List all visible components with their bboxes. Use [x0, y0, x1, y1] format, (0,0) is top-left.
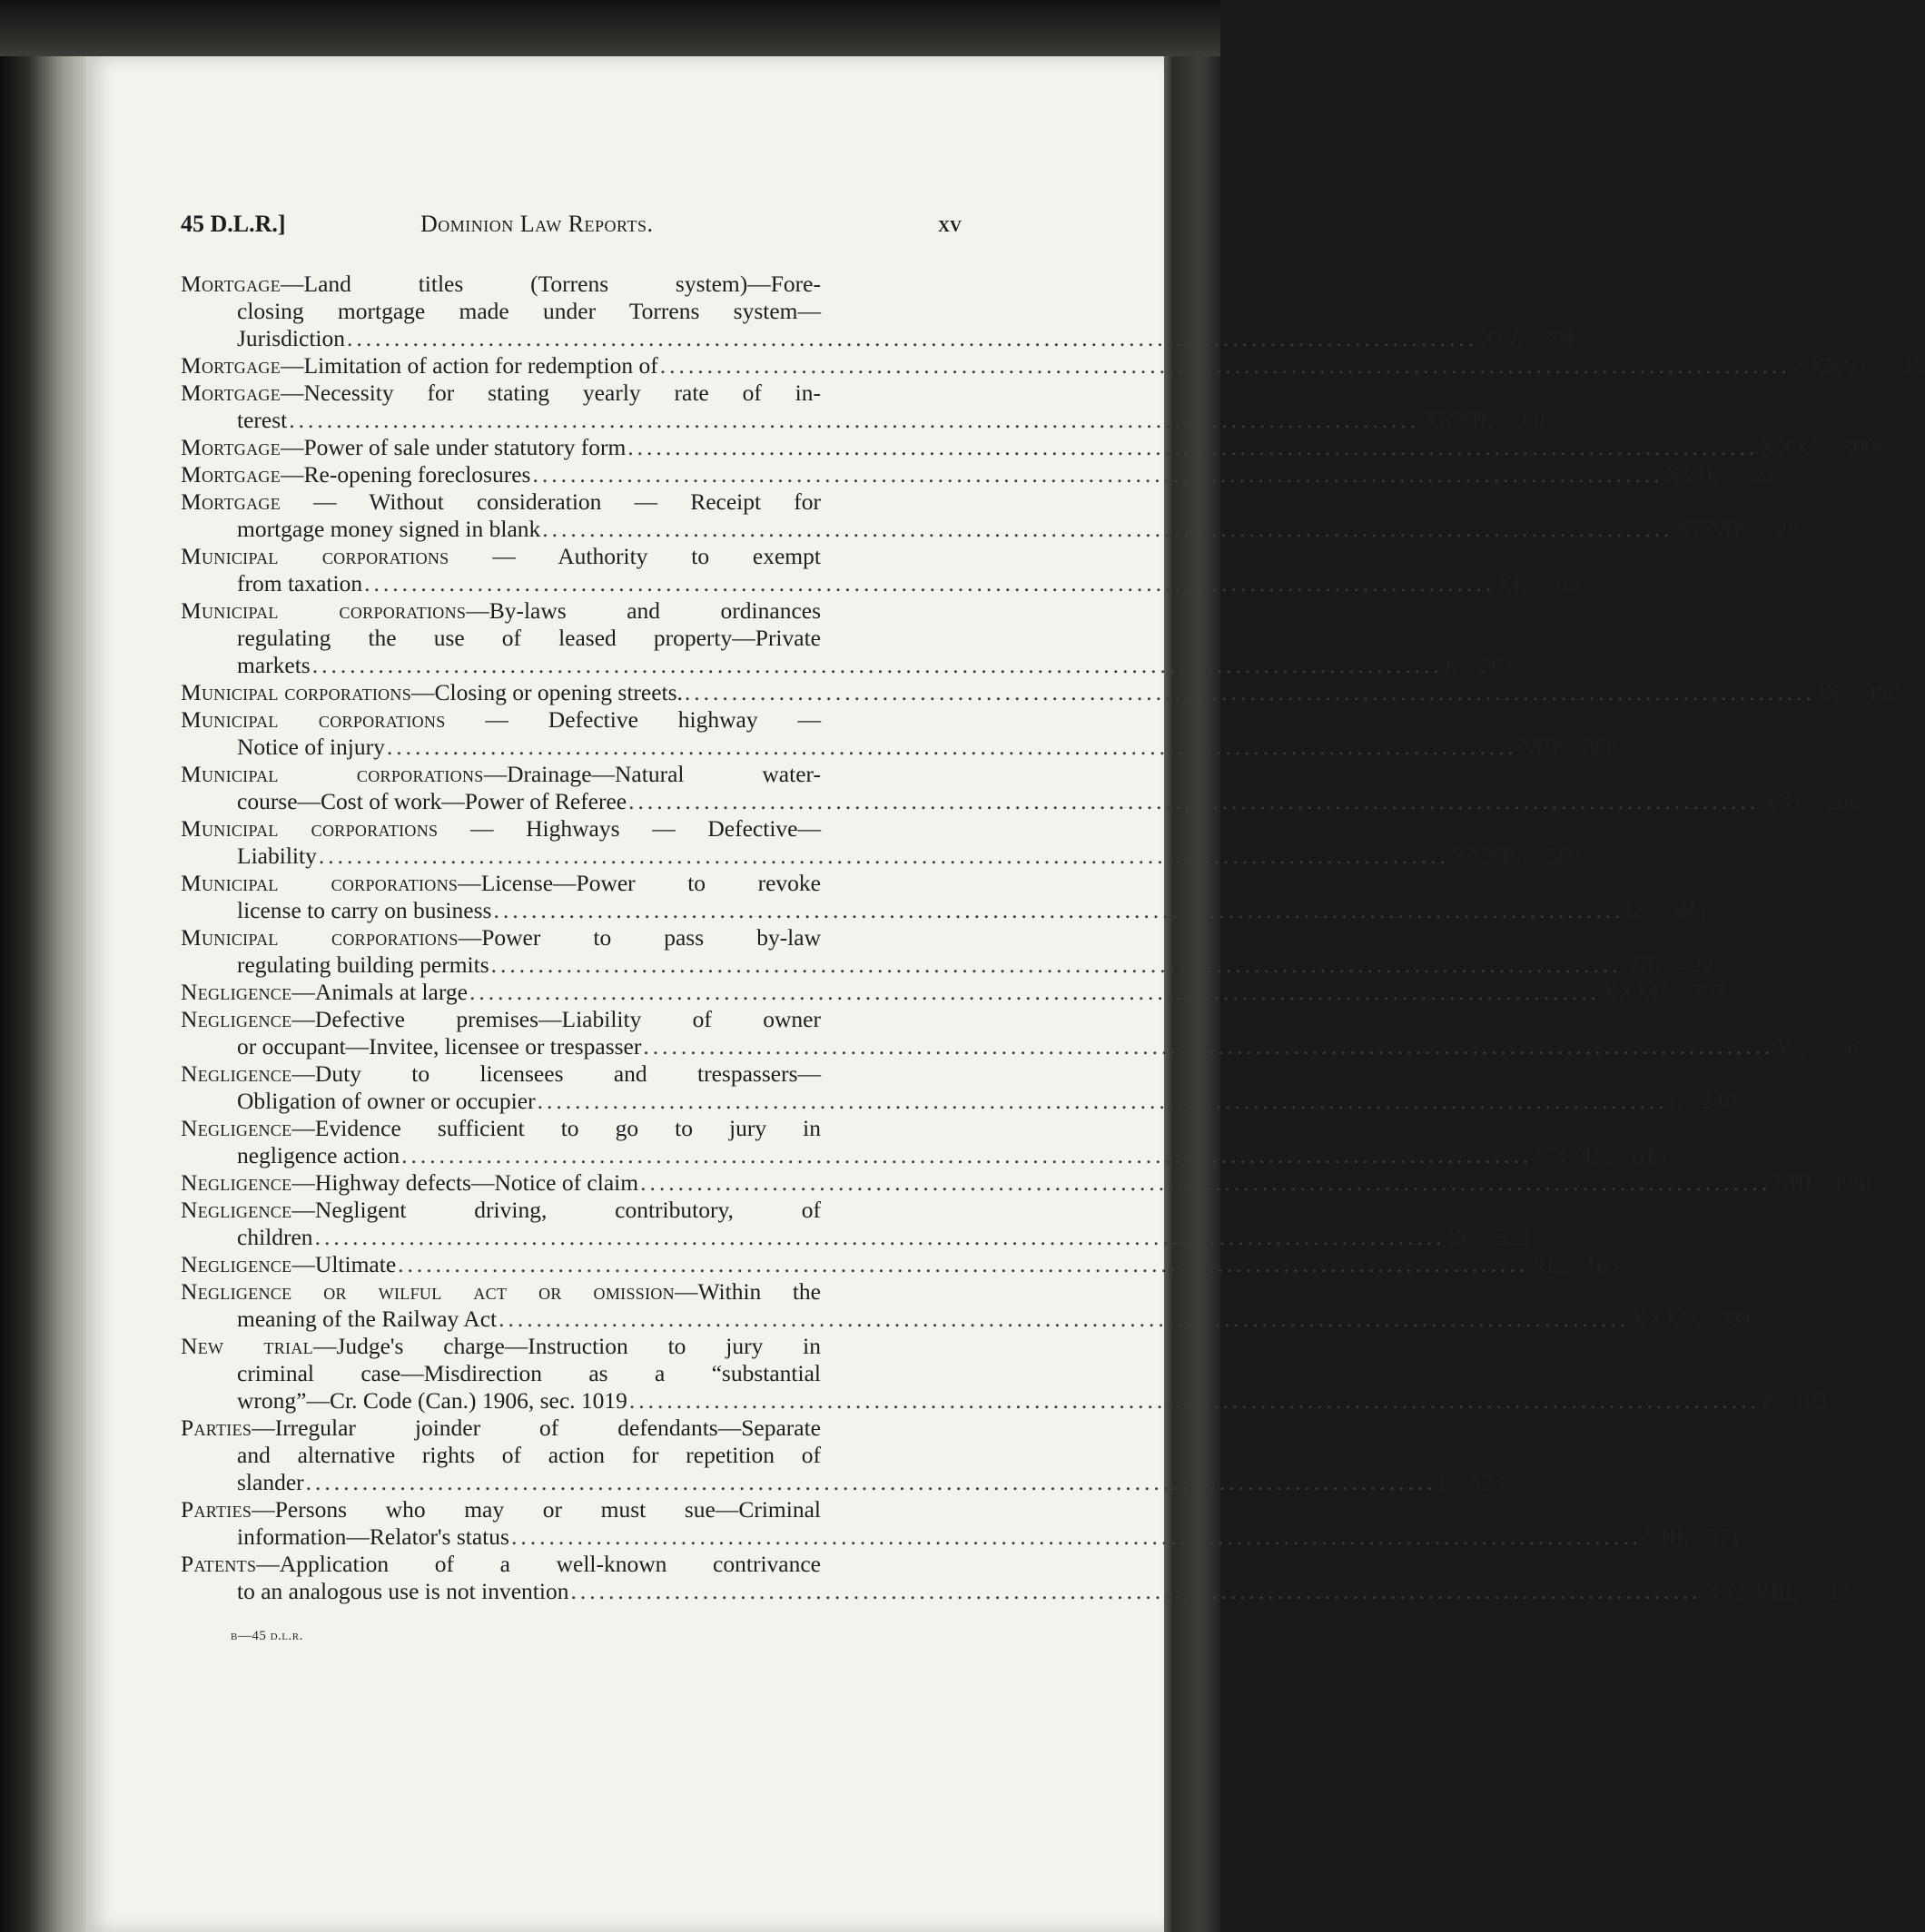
entry-line — [181, 679, 1900, 706]
entry-page: 286 — [1825, 788, 1861, 814]
entry-volume: IX, — [1816, 679, 1848, 705]
entry-keyword: Municipal corporations — [181, 924, 459, 951]
entry-text: —Land titles (Torrens system)—Fore- — [281, 271, 821, 297]
entry-keyword: Mortgage — [181, 488, 281, 515]
index-entry — [181, 461, 1772, 488]
leader-dots: ........................................................................................................................ — [493, 897, 1624, 923]
entry-volume: XL, — [1530, 1251, 1567, 1277]
index-entry — [181, 870, 1709, 924]
entry-volume: I, — [1444, 652, 1458, 678]
entry-volume: XXXIV, — [1450, 843, 1529, 869]
leader-dots: ........................................................................................................................ — [627, 434, 1759, 460]
entry-volume: VIII, — [1643, 1523, 1690, 1550]
leader-dots: ........................................................................................................................ — [643, 1033, 1774, 1060]
entry-keyword: Negligence or wilful act or omission — [181, 1278, 675, 1305]
entry-volume: XIV, — [1479, 325, 1524, 351]
entry-line — [181, 543, 962, 570]
index-entry — [181, 1496, 1742, 1551]
entry-keyword: Parties — [181, 1414, 252, 1441]
leader-dots: ........................................................................................................................ — [311, 652, 1443, 678]
entry-volume: XI, — [1496, 570, 1527, 596]
entry-line — [181, 1523, 1742, 1551]
entry-volume: I, — [1761, 1387, 1775, 1414]
entry-text: —Application of a well-known contrivance — [256, 1551, 821, 1577]
entry-volume: I, — [1669, 1088, 1683, 1114]
entry-text: —Necessity for stating yearly rate of in- — [281, 380, 821, 406]
entry-line — [181, 761, 962, 788]
scan-background — [0, 56, 86, 1932]
entry-line — [181, 1387, 1828, 1414]
entry-page: 26 — [1775, 516, 1799, 542]
index-entry — [181, 1197, 1530, 1251]
entry-line — [181, 870, 962, 897]
entry-text: Jurisdiction — [237, 325, 345, 351]
entry-line — [181, 815, 962, 843]
entry-line — [181, 325, 1576, 352]
entry-volume: IX, — [1625, 897, 1656, 923]
entry-line — [181, 1551, 962, 1578]
entry-page: 490 — [1864, 679, 1900, 705]
entry-page: 103 — [1584, 1251, 1620, 1277]
entry-text: slander — [237, 1469, 304, 1495]
entry-keyword: Municipal corporations — [181, 543, 449, 569]
entry-volume: XXXIX, — [1534, 1142, 1614, 1168]
printer-signature-mark: b—45 d.l.r. — [231, 1629, 303, 1643]
leader-dots: ........................................................................................................................ — [314, 1224, 1446, 1250]
entry-page: 533 — [1469, 1469, 1505, 1495]
entry-text: —Within the — [674, 1278, 821, 1305]
entry-text: —Limitation of action for redemption of — [281, 352, 658, 379]
entry-line — [181, 1142, 1667, 1169]
entry-line — [181, 1115, 962, 1142]
entry-text: — Without consideration — Receipt for — [281, 488, 821, 515]
entry-text: — Defective highway — — [445, 706, 821, 733]
entry-line — [181, 652, 1511, 679]
entry-text: terest — [237, 407, 288, 433]
entry-text: — Authority to exempt — [449, 543, 821, 569]
entry-line — [181, 924, 962, 951]
entry-keyword: Negligence — [181, 1169, 292, 1196]
entry-page: 219 — [1476, 652, 1511, 678]
running-head — [181, 211, 962, 242]
running-head-volume: 45 D.L.R.] — [181, 211, 286, 237]
entry-text: and alternative rights of action for repetition of — [237, 1442, 821, 1468]
leader-dots: ........................................................................................................................ — [289, 407, 1420, 433]
entry-line — [181, 706, 962, 734]
index-entry — [181, 1414, 1505, 1496]
entry-text: —Power of sale under statutory form — [281, 434, 627, 460]
entry-line — [181, 1033, 1859, 1060]
entry-volume: I, — [1437, 1469, 1452, 1495]
entry-text: —Re-opening foreclosures — [281, 461, 531, 488]
entry-text: —Defective premises—Liability of owner — [291, 1006, 821, 1032]
index-entry — [181, 380, 1545, 434]
entry-text: course—Cost of work—Power of Referee — [237, 788, 627, 814]
entry-page: 886 — [1582, 734, 1618, 760]
entry-volume: XXXII, — [1674, 516, 1746, 542]
entry-line — [181, 1278, 962, 1306]
entry-line — [181, 1360, 962, 1387]
index-entry — [181, 434, 1877, 461]
entry-line — [181, 1060, 962, 1088]
entry-line — [181, 407, 1545, 434]
leader-dots: ........................................................................................................................ — [532, 461, 1663, 488]
entry-page: 300 — [1841, 434, 1877, 460]
entry-text: mortgage money signed in blank — [237, 516, 541, 542]
entry-text: Notice of injury — [237, 734, 385, 760]
entry-page: 60 — [1522, 407, 1545, 433]
entry-page: 66 — [1555, 570, 1580, 596]
entry-text: —Persons who may or must sue—Criminal — [252, 1496, 821, 1523]
entry-volume: IX, — [1446, 1224, 1477, 1250]
entry-line — [181, 516, 1799, 543]
entry-page: 411 — [1674, 897, 1709, 923]
entry-text: Obligation of owner or occupier — [237, 1088, 536, 1114]
leader-dots: ........................................................................................................................ — [499, 1306, 1630, 1332]
entry-keyword: Patents — [181, 1551, 257, 1577]
entry-volume: VII, — [1623, 951, 1662, 978]
entry-page: 240 — [1701, 1088, 1736, 1114]
entry-line — [181, 1442, 962, 1469]
entry-text: —Power to pass by-law — [458, 924, 821, 951]
index-entry — [181, 924, 1714, 979]
entry-text: —Irregular joinder of defendants—Separate — [252, 1414, 821, 1441]
entry-keyword: Municipal corporations — [181, 815, 439, 842]
entry-volume: XIII, — [1518, 734, 1565, 760]
entry-page: 301 — [1541, 325, 1576, 351]
index-entry — [181, 706, 1618, 761]
entry-line — [181, 979, 1726, 1006]
entry-line — [181, 1251, 1620, 1278]
leader-dots: ........................................................................................................................ — [510, 1523, 1642, 1550]
entry-page: 886 — [1836, 1169, 1871, 1196]
entry-line — [181, 788, 1861, 815]
index-entry — [181, 979, 1726, 1006]
leader-dots: ........................................................................................................................ — [684, 679, 1815, 705]
entry-text: —Closing or opening streets. — [411, 679, 683, 705]
index-entry — [181, 352, 1925, 380]
leader-dots: ........................................................................................................................ — [659, 352, 1791, 379]
entry-line — [181, 597, 962, 625]
entry-text: wrong”—Cr. Code (Can.) 1906, sec. 1019 — [237, 1387, 627, 1414]
entry-line — [181, 1088, 1736, 1115]
entry-volume: VI, — [1775, 1033, 1806, 1060]
entry-keyword: Parties — [181, 1496, 252, 1523]
index-entry — [181, 679, 1900, 706]
leader-dots: ........................................................................................................................ — [305, 1469, 1436, 1495]
entry-line — [181, 734, 1618, 761]
entry-keyword: Municipal corporations — [181, 706, 446, 733]
leader-dots: ........................................................................................................................ — [318, 843, 1449, 869]
entry-text: children — [237, 1224, 313, 1250]
entry-keyword: Municipal corporations — [181, 597, 467, 624]
entry-text: regulating building permits — [237, 951, 489, 978]
entry-text: negligence action — [237, 1142, 400, 1168]
leader-dots: ........................................................................................................................ — [537, 1088, 1668, 1114]
index-entry — [181, 1278, 1753, 1333]
entry-line — [181, 352, 1925, 380]
entry-line — [181, 897, 1709, 924]
entry-line — [181, 298, 962, 325]
entry-volume: XXXVIII, — [1703, 1578, 1799, 1604]
entry-text: —Highway defects—Notice of claim — [291, 1169, 639, 1196]
entry-text: —By-laws and ordinances — [466, 597, 822, 624]
entry-text: license to carry on business — [237, 897, 492, 923]
entry-volume: XVII, — [1664, 461, 1720, 488]
entry-volume: XIII, — [1772, 1169, 1819, 1196]
entry-line — [181, 570, 1580, 597]
leader-dots: ........................................................................................................................ — [628, 788, 1760, 814]
entry-line — [181, 625, 962, 652]
entry-keyword: New trial — [181, 1333, 313, 1359]
entry-text: meaning of the Railway Act — [237, 1306, 498, 1332]
index-entry — [181, 1169, 1871, 1197]
entry-line — [181, 488, 962, 516]
entry-line — [181, 434, 1877, 461]
entry-keyword: Negligence — [181, 1006, 292, 1032]
index-entry — [181, 1115, 1667, 1169]
entry-page: 571 — [1706, 1523, 1742, 1550]
entry-text: —Ultimate — [291, 1251, 397, 1277]
leader-dots: ........................................................................................................................ — [386, 734, 1517, 760]
entry-text: —Judge's charge—Instruction to jury in — [312, 1333, 821, 1359]
entry-volume: XXXII, — [1601, 979, 1673, 1005]
index-entry — [181, 271, 1576, 352]
entry-line — [181, 843, 1582, 870]
entry-volume: XXXI, — [1760, 434, 1824, 460]
entry-text: — Highways — Defective— — [438, 815, 821, 842]
leader-dots: ........................................................................................................................ — [347, 325, 1477, 351]
entry-line — [181, 1006, 962, 1033]
scan-top-border — [0, 0, 1220, 56]
entry-keyword: Negligence — [181, 1115, 292, 1141]
entry-text: —Evidence sufficient to go to jury in — [291, 1115, 821, 1141]
entry-text: —License—Power to revoke — [458, 870, 821, 896]
entry-page: 422 — [1679, 951, 1714, 978]
entry-line — [181, 271, 962, 298]
entry-page: 76 — [1835, 1033, 1859, 1060]
index-entry — [181, 1060, 1736, 1115]
entry-page: 89 — [1749, 461, 1772, 488]
running-head-title: Dominion Law Reports. — [420, 211, 654, 237]
entry-line — [181, 1578, 1851, 1605]
entry-keyword: Mortgage — [181, 434, 281, 460]
leader-dots: ........................................................................................................................ — [469, 979, 1600, 1005]
entry-page: 481 — [1718, 1306, 1753, 1332]
entry-keyword: Mortgage — [181, 271, 281, 297]
entry-line — [181, 1197, 962, 1224]
entry-line — [181, 461, 1772, 488]
entry-keyword: Mortgage — [181, 461, 281, 488]
entry-volume: XXXVI, — [1792, 352, 1873, 379]
entry-text: criminal case—Misdirection as a “substantial — [237, 1360, 821, 1386]
index-entry — [181, 1251, 1620, 1278]
entry-volume: XXXV, — [1631, 1306, 1701, 1332]
entry-line — [181, 1306, 1753, 1333]
entry-page: 615 — [1632, 1142, 1667, 1168]
entry-text: —Duty to licensees and trespassers— — [291, 1060, 821, 1087]
index-entry — [181, 543, 1580, 597]
index-entry — [181, 488, 1799, 543]
entry-keyword: Negligence — [181, 1197, 292, 1223]
entry-keyword: Municipal corporations — [181, 679, 412, 705]
leader-dots: ........................................................................................................................ — [628, 1387, 1760, 1414]
leader-dots: ........................................................................................................................ — [398, 1251, 1529, 1277]
entry-page: 522 — [1495, 1224, 1530, 1250]
entry-keyword: Negligence — [181, 1251, 292, 1277]
leader-dots: ........................................................................................................................ — [401, 1142, 1533, 1168]
entry-text: regulating the use of leased property—Private — [237, 625, 821, 651]
leader-dots: ........................................................................................................................ — [570, 1578, 1702, 1604]
entry-text: closing mortgage made under Torrens system— — [237, 298, 821, 324]
entry-keyword: Negligence — [181, 979, 292, 1005]
entry-line — [181, 1333, 962, 1360]
index-entry — [181, 1006, 1859, 1060]
entry-keyword: Mortgage — [181, 352, 281, 379]
entry-text: —Negligent driving, contributory, of — [291, 1197, 821, 1223]
leader-dots: ........................................................................................................................ — [364, 570, 1496, 596]
entry-line — [181, 1414, 962, 1442]
entry-text: to an analogous use is not invention — [237, 1578, 569, 1604]
entry-keyword: Mortgage — [181, 380, 281, 406]
entry-text: or occupant—Invitee, licensee or trespasser — [237, 1033, 642, 1060]
index-entry — [181, 1551, 1851, 1605]
leader-dots: ........................................................................................................................ — [490, 951, 1622, 978]
entry-line — [181, 951, 1714, 979]
entry-keyword: Municipal corporations — [181, 761, 484, 787]
index-entry — [181, 1333, 1828, 1414]
entry-text: from taxation — [237, 570, 363, 596]
entry-page: 15 — [1901, 352, 1925, 379]
entry-line — [181, 1224, 1530, 1251]
entry-volume: XXXII, — [1421, 407, 1493, 433]
entry-volume: XXI, — [1761, 788, 1808, 814]
entry-line — [181, 1469, 1505, 1496]
entry-text: —Animals at large — [291, 979, 468, 1005]
index-entry — [181, 761, 1861, 815]
entry-line — [181, 1169, 1871, 1197]
entry-text: Liability — [237, 843, 317, 869]
entry-keyword: Negligence — [181, 1060, 292, 1087]
entry-page: 589 — [1545, 843, 1582, 869]
entry-page: 397 — [1691, 979, 1726, 1005]
leader-dots: ........................................................................................................................ — [640, 1169, 1772, 1196]
entry-page: 103 — [1792, 1387, 1828, 1414]
entry-line — [181, 1496, 962, 1523]
leader-dots: ........................................................................................................................ — [542, 516, 1673, 542]
index-entries — [181, 271, 1925, 1605]
entry-line — [181, 380, 962, 407]
entry-text: —Drainage—Natural water- — [483, 761, 821, 787]
running-head-page-number: xv — [938, 211, 962, 237]
index-entry — [181, 597, 1511, 679]
entry-text: markets — [237, 652, 311, 678]
entry-page: 14 — [1828, 1578, 1851, 1604]
index-entry — [181, 815, 1582, 870]
entry-keyword: Municipal corporations — [181, 870, 459, 896]
entry-text: information—Relator's status — [237, 1523, 509, 1550]
